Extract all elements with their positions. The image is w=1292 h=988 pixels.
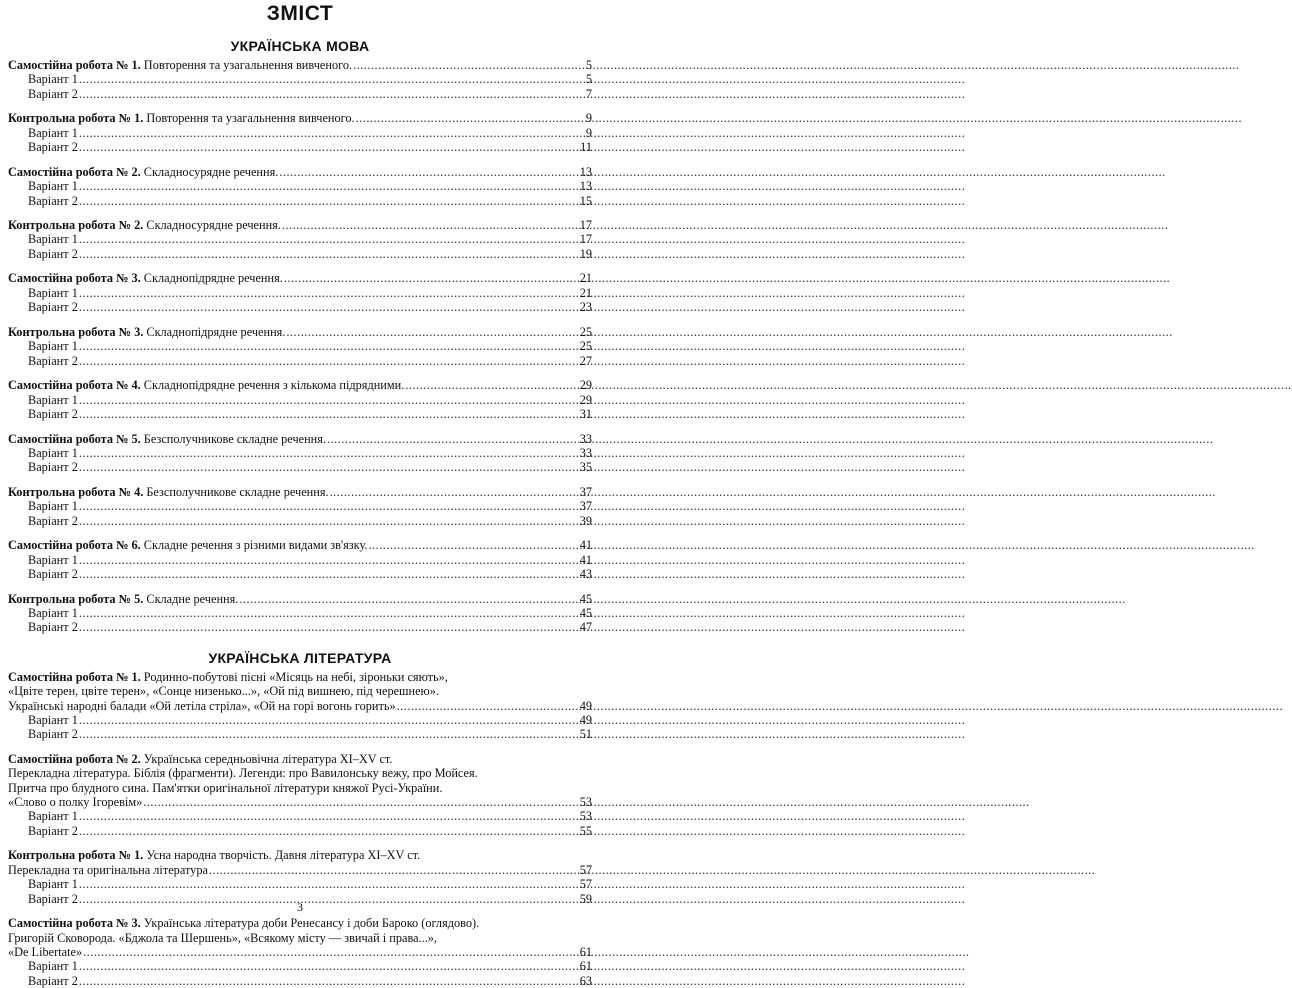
page-ref: 27 [579, 353, 592, 368]
page-ref: 45 [579, 591, 592, 606]
page-ref: 29 [579, 392, 592, 407]
entry-label: Самостійна робота № 5. [8, 431, 141, 446]
leader-dots [79, 460, 579, 474]
variant-label: Варіант 2 [28, 620, 78, 635]
leader-dots [368, 538, 578, 552]
entry-text: Родинно-побутові пісні «Місяць на небі, зіроньки сяють», [140, 669, 448, 684]
entry-line [8, 218, 592, 232]
toc-entry [8, 592, 592, 635]
entry-line [8, 271, 592, 285]
entry-text: Складнопідрядне речення. [143, 324, 286, 339]
entry-label: Контрольна робота № 4. [8, 484, 144, 499]
toc-page [0, 0, 600, 988]
entry-label: Самостійна робота № 2. [8, 164, 141, 179]
variant-line [8, 72, 592, 86]
entry-line: Перекладна література. Біблія (фрагменти). Легенди: про Вавилонську вежу, про Мойсея. [8, 766, 478, 781]
variant-label: Варіант 1 [28, 877, 78, 892]
section-heading-lang: УКРАЇНСЬКА МОВА [230, 38, 370, 54]
variant-line [8, 179, 592, 193]
page-ref: 35 [579, 460, 592, 475]
page-ref: 59 [579, 891, 592, 906]
leader-dots [79, 300, 579, 314]
page-ref: 41 [579, 538, 592, 553]
page-ref: 9 [585, 111, 592, 126]
page-ref: 7 [585, 86, 592, 101]
toc-entry [8, 538, 592, 581]
toc-entry [8, 916, 592, 988]
section-heading-lit: УКРАЇНСЬКА ЛІТЕРАТУРА [208, 649, 392, 666]
entry-title [8, 485, 329, 499]
leader-dots [397, 699, 579, 713]
page-ref: 21 [579, 285, 592, 300]
leader-dots [79, 286, 579, 300]
leader-dots [79, 247, 579, 261]
entry-label: Самостійна робота № 3. [8, 271, 141, 286]
leader-dots [356, 111, 585, 125]
variant-label: Варіант 1 [28, 339, 78, 354]
entry-line [8, 795, 592, 809]
toc-entry [8, 752, 592, 838]
toc-entry [8, 218, 592, 261]
page-ref: 39 [579, 513, 592, 528]
entry-line: Притча про блудного сина. Пам'ятки оригінальної літератури княжої Русі-України. [8, 780, 443, 795]
variant-line [8, 499, 592, 513]
variant-label: Варіант 2 [28, 300, 78, 315]
page-ref: 41 [579, 552, 592, 567]
variant-line [8, 959, 592, 973]
entry-text: Складносурядне речення. [140, 164, 279, 179]
leader-dots [79, 87, 585, 101]
entry-line: «Цвіте терен, цвіте терен», «Сонце низенько...», «Ой під вишнею, під черешнею». [8, 684, 439, 699]
variant-label: Варіант 1 [28, 712, 78, 727]
leader-dots [79, 232, 579, 246]
entry-text: Складносурядне речення. [143, 218, 281, 233]
entry-line [8, 111, 592, 125]
entry-text: Українська література доби Ренесансу і доби Бароко (оглядово). [140, 916, 480, 931]
page-ref: 33 [579, 445, 592, 460]
page-ref: 61 [579, 944, 592, 959]
entry-label: Самостійна робота № 4. [8, 378, 141, 393]
page-ref: 13 [579, 179, 592, 194]
leader-dots [79, 514, 579, 528]
leader-dots [79, 407, 579, 421]
leader-dots [79, 126, 585, 140]
leader-dots [79, 959, 579, 973]
leader-dots [79, 877, 579, 891]
page-ref: 51 [579, 727, 592, 742]
leader-dots [330, 485, 579, 499]
variant-label: Варіант 2 [28, 193, 78, 208]
entry-label: Самостійна робота № 1. [8, 669, 141, 684]
variant-line [8, 824, 592, 838]
page-ref: 23 [579, 300, 592, 315]
variant-line [8, 446, 592, 460]
entry-text: Українська середньовічна література XI–XV ст. [140, 751, 393, 766]
leader-dots [79, 727, 579, 741]
page-ref: 15 [579, 193, 592, 208]
variant-line [8, 567, 592, 581]
entry-line [8, 863, 592, 877]
variant-label: Варіант 1 [28, 232, 78, 247]
variant-line [8, 877, 592, 891]
entry-text: Складнопідрядне речення з кількома підрядними. [140, 378, 405, 393]
page-ref: 5 [585, 58, 592, 72]
toc-entry [8, 165, 592, 208]
toc-entry [8, 670, 592, 742]
leader-dots [79, 499, 579, 513]
variant-line [8, 339, 592, 353]
entry-label: Контрольна робота № 3. [8, 324, 144, 339]
leader-dots [286, 325, 578, 339]
variant-label: Варіант 1 [28, 552, 78, 567]
entry-title [8, 111, 355, 125]
entry-line [8, 378, 592, 392]
page-ref: 5 [585, 72, 592, 87]
page-ref: 53 [579, 809, 592, 824]
variant-label: Варіант 2 [28, 353, 78, 368]
leader-dots [79, 713, 579, 727]
leader-dots [284, 271, 579, 285]
entry-title [8, 432, 326, 446]
page-ref: 49 [579, 698, 592, 713]
variant-line [8, 393, 592, 407]
entry-text: Складне речення з різними видами зв'язку. [140, 538, 368, 553]
variant-line [8, 247, 592, 261]
page-ref: 17 [579, 218, 592, 233]
entry-line [8, 538, 592, 552]
variant-label: Варіант 1 [28, 392, 78, 407]
leader-dots [79, 809, 579, 823]
entry-label: Контрольна робота № 1. [8, 111, 144, 126]
leader-dots [79, 553, 579, 567]
entry-line [8, 432, 592, 446]
variant-line [8, 140, 592, 154]
page-ref: 25 [579, 324, 592, 339]
page-ref: 49 [579, 712, 592, 727]
entry-line [8, 485, 592, 499]
variant-line [8, 194, 592, 208]
entry-text: «De Libertate» [8, 944, 83, 959]
leader-dots [79, 354, 579, 368]
page-ref: 57 [579, 862, 592, 877]
variant-line [8, 407, 592, 421]
variant-label: Варіант 1 [28, 445, 78, 460]
page-ref: 9 [585, 125, 592, 140]
variant-label: Варіант 1 [28, 605, 78, 620]
page-ref: 17 [579, 232, 592, 247]
entry-label: Самостійна робота № 3. [8, 916, 141, 931]
page-title: ЗМІСТ [266, 2, 334, 25]
leader-dots [209, 863, 579, 877]
page-ref: 43 [579, 567, 592, 582]
entry-title [8, 538, 367, 552]
entry-title [8, 165, 278, 179]
entry-line [8, 592, 592, 606]
entry-line [8, 165, 592, 179]
page-ref: 13 [579, 164, 592, 179]
variant-line [8, 286, 592, 300]
page-ref: 11 [580, 140, 592, 155]
entry-text: Повторення та узагальнення вивченого. [143, 111, 355, 126]
page-ref: 45 [579, 605, 592, 620]
entry-text: Українські народні балади «Ой летіла стріла», «Ой на горі вогонь горить» [8, 698, 396, 713]
variant-line [8, 87, 592, 101]
variant-label: Варіант 2 [28, 406, 78, 421]
page-ref: 61 [579, 959, 592, 974]
leader-dots [279, 165, 578, 179]
variant-label: Варіант 1 [28, 179, 78, 194]
toc-entry [8, 58, 592, 101]
page-ref: 25 [579, 339, 592, 354]
variant-label: Варіант 2 [28, 140, 78, 155]
page-ref: 19 [579, 246, 592, 261]
toc-entry [8, 378, 592, 421]
variant-label: Варіант 1 [28, 72, 78, 87]
entry-label: Самостійна робота № 1. [8, 58, 141, 72]
leader-dots [79, 72, 585, 86]
entry-line [8, 58, 592, 72]
variant-line [8, 974, 592, 988]
page-ref: 53 [579, 795, 592, 810]
entry-line [8, 325, 592, 339]
entry-text: Складнопідрядне речення. [140, 271, 283, 286]
variant-line [8, 354, 592, 368]
leader-dots [143, 795, 578, 809]
page-ref: 37 [579, 484, 592, 499]
leader-dots [79, 393, 579, 407]
variant-label: Варіант 2 [28, 246, 78, 261]
leader-dots [79, 194, 579, 208]
variant-label: Варіант 2 [28, 86, 78, 101]
entry-label: Самостійна робота № 2. [8, 751, 141, 766]
leader-dots [79, 620, 579, 634]
variant-line [8, 514, 592, 528]
page-ref: 33 [579, 431, 592, 446]
leader-dots [327, 432, 579, 446]
leader-dots [79, 339, 579, 353]
entry-text: «Слово о полку Ігоревім» [8, 795, 143, 810]
page-number: 3 [297, 900, 303, 914]
toc-content [8, 37, 592, 988]
toc-entry [8, 111, 592, 154]
page-ref: 47 [579, 620, 592, 635]
leader-dots [79, 974, 579, 988]
page-ref: 57 [579, 877, 592, 892]
entry-line [8, 670, 592, 684]
entry-line [8, 752, 592, 766]
variant-line [8, 553, 592, 567]
page-ref: 37 [579, 499, 592, 514]
entry-text: Усна народна творчість. Давня література XI–XV ст. [143, 848, 421, 863]
leader-dots [405, 378, 578, 392]
entry-text: Повторення та узагальнення вивченого. [140, 58, 353, 72]
variant-line [8, 126, 592, 140]
entry-title [8, 271, 283, 285]
variant-label: Варіант 2 [28, 460, 78, 475]
entry-line [8, 945, 592, 959]
entry-line: Григорій Сковорода. «Бджола та Шершень», «Всякому місту — звичай і права...», [8, 930, 437, 945]
toc-entry [8, 485, 592, 528]
entry-title [8, 325, 285, 339]
entry-text: Перекладна та оригінальна література [8, 862, 208, 877]
variant-line [8, 809, 592, 823]
entry-label: Контрольна робота № 5. [8, 591, 144, 606]
entry-line [8, 848, 592, 862]
leader-dots [83, 945, 579, 959]
entry-label: Самостійна робота № 6. [8, 538, 141, 553]
variant-label: Варіант 2 [28, 823, 78, 838]
variant-line [8, 727, 592, 741]
variant-label: Варіант 2 [28, 727, 78, 742]
toc-entry [8, 432, 592, 475]
variant-label: Варіант 2 [28, 567, 78, 582]
variant-label: Варіант 2 [28, 891, 78, 906]
variant-label: Варіант 1 [28, 499, 78, 514]
toc-entry [8, 848, 592, 906]
leader-dots [79, 446, 579, 460]
entry-label: Контрольна робота № 1. [8, 848, 144, 863]
leader-dots [79, 179, 579, 193]
variant-line [8, 713, 592, 727]
variant-line [8, 232, 592, 246]
variant-line [8, 300, 592, 314]
page-ref: 31 [579, 406, 592, 421]
leader-dots [353, 58, 585, 72]
variant-label: Варіант 2 [28, 513, 78, 528]
variant-label: Варіант 1 [28, 959, 78, 974]
entry-text: Безсполучникове складне речення. [143, 484, 329, 499]
page-ref: 29 [579, 378, 592, 393]
entry-line [8, 699, 592, 713]
lang-entries [8, 58, 592, 635]
variant-line [8, 606, 592, 620]
entry-title [8, 58, 352, 72]
leader-dots [79, 824, 579, 838]
variant-label: Варіант 1 [28, 125, 78, 140]
entry-title [8, 592, 238, 606]
entry-label: Контрольна робота № 2. [8, 218, 144, 233]
entry-title [8, 378, 404, 392]
toc-entry [8, 325, 592, 368]
entry-text: Складне речення. [143, 591, 239, 606]
page-ref: 63 [579, 973, 592, 988]
leader-dots [282, 218, 579, 232]
page-ref: 21 [579, 271, 592, 286]
variant-line [8, 460, 592, 474]
variant-label: Варіант 1 [28, 285, 78, 300]
leader-dots [239, 592, 578, 606]
entry-text: Безсполучникове складне речення. [140, 431, 326, 446]
leader-dots [79, 606, 579, 620]
variant-line [8, 620, 592, 634]
page-ref: 55 [579, 823, 592, 838]
entry-line [8, 916, 592, 930]
leader-dots [79, 567, 579, 581]
variant-label: Варіант 2 [28, 973, 78, 988]
leader-dots [79, 140, 579, 154]
entry-title [8, 218, 281, 232]
variant-label: Варіант 1 [28, 809, 78, 824]
toc-entry [8, 271, 592, 314]
